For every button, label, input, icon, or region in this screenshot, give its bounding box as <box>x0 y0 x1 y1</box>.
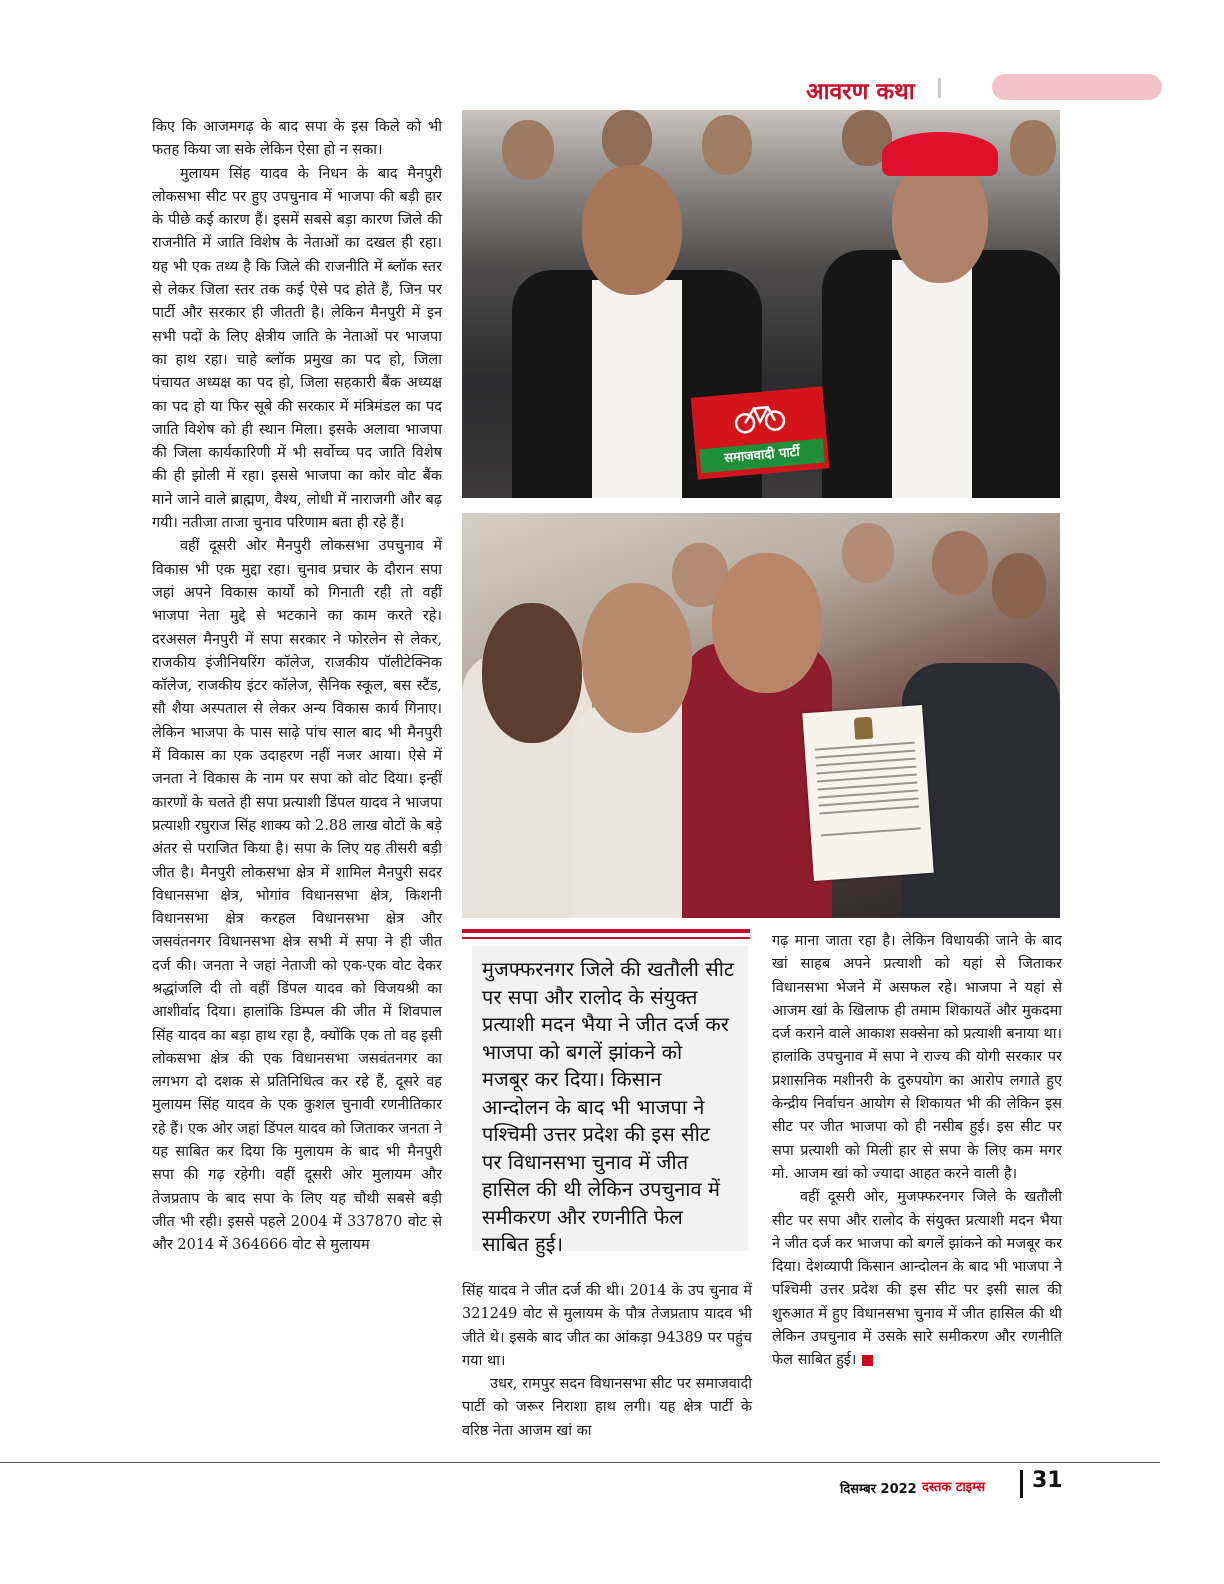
quote-rule <box>462 937 750 939</box>
article-column-1 <box>152 116 442 1258</box>
paragraph-text: वहीं दूसरी ओर, मुजफ्फरनगर जिले के खतौली सीट पर सपा और रालोद के संयुक्त प्रत्याशी मदन भैया ने जीत दर्ज कर भाजपा को बगलें झांकने को मजबूर कर दिया। देशव्यापी किसान आन्दोलन के बाद भी भाजपा ने पश्चिमी उत्तर प्रदेश की इस सीट पर इसी साल की शुरुआत में हुए विधानसभा चुनाव में जीत हासिल की थी लेकिन उपचुनाव में उसके सारे समीकरण और रणनीति फेल साबित हुई। <box>772 1189 1062 1369</box>
sp-sign-label: समाजवादी पार्टी <box>699 439 825 474</box>
article-column-3 <box>772 930 1062 1373</box>
sp-party-symbol <box>691 386 830 479</box>
page-number: 31 <box>1032 1468 1063 1493</box>
footer-divider <box>1020 1470 1023 1498</box>
national-emblem-icon <box>854 717 873 740</box>
bicycle-icon <box>731 398 788 437</box>
paragraph: वहीं दूसरी ओर मैनपुरी लोकसभा उपचुनाव में विकास भी एक मुद्दा रहा। चुनाव प्रचार के दौरान सपा जहां अपने विकास कार्यों को गिनाती रही तो वहीं भाजपा नेता मुद्दे से भटकाने का काम करते रहे। दरअसल मैनपुरी में सपा सरकार ने फोरलेन से लेकर, राजकीय इंजीनियरिंग कॉलेज, राजकीय पॉलीटेक्निक कॉलेज, राजकीय इंटर कॉलेज, सैनिक स्कूल, बस स्टैंड, सौ शैया अस्पताल से लेकर अन्य विकास कार्य गिनाए। लेकिन भाजपा के पास साढ़े पांच साल बाद भी मैनपुरी में विकास का एक उदाहरण नहीं नजर आया। ऐसे में जनता ने विकास के नाम पर सपा को वोट दिया। इन्हीं कारणों के चलते ही सपा प्रत्याशी डिंपल यादव ने भाजपा प्रत्याशी रघुराज सिंह शाक्य को 2.88 लाख वोटों के बड़े अंतर से पराजित किया है। सपा के लिए यह तीसरी बड़ी जीत है। मैनपुरी लोकसभा क्षेत्र में शामिल मैनपुरी सदर विधानसभा क्षेत्र, भोगांव विधानसभा क्षेत्र, किशनी विधानसभा क्षेत्र करहल विधानसभा क्षेत्र और जसवंतनगर विधानसभा क्षेत्र सभी में सपा ने ही जीत दर्ज की। जनता ने जहां नेताजी को एक-एक वोट देकर श्रद्धांजलि दी तो वहीं डिंपल यादव को विजयश्री का आशीर्वाद दिया। हालांकि डिम्पल की जीत में शिवपाल सिंह यादव का बड़ा हाथ रहा है, क्योंकि एक तो वह इसी लोकसभा क्षेत्र की एक विधानसभा जसवंतनगर का लगभग दो दशक से प्रतिनिधित्व कर रहे हैं, दूसरे वह मुलायम सिंह यादव के एक कुशल चुनावी रणनीतिकार रहे हैं। एक ओर जहां डिंपल यादव को जिताकर जनता ने यह साबित कर दिया कि मुलायम के बाद भी मैनपुरी सपा की गढ़ रहेगी। वहीं दूसरी ओर मुलायम और तेजप्रताप के बाद सपा के लिए यह चौथी सबसे बड़ी जीत भी रही। इससे पहले 2004 में 337870 वोट से और 2014 में 364666 वोट से मुलायम <box>152 538 442 1254</box>
photo-leaders-with-sp-symbol <box>462 110 1060 498</box>
paragraph: किए कि आजमगढ़ के बाद सपा के इस किले को भी फतह किया जा सके लेकिन ऐसा हो न सका। <box>152 119 442 159</box>
paragraph: मुलायम सिंह यादव के निधन के बाद मैनपुरी लोकसभा सीट पर हुए उपचुनाव में भाजपा की बड़ी हार के पीछे कई कारण हैं। इसमें सबसे बड़ा कारण जिले की राजनीति में जाति विशेष के नेताओं का दखल ही रहा। यह भी एक तथ्य है कि जिले की राजनीति में ब्लॉक स्तर से लेकर जिला स्तर तक कई ऐसे पद होते हैं, जिन पर पार्टी और सरकार ही जीतती है। लेकिन मैनपुरी में इन सभी पदों के लिए क्षेत्रीय जाति के नेताओं पर भाजपा का हाथ रहा। चाहे ब्लॉक प्रमुख का पद हो, जिला पंचायत अध्यक्ष का पद हो, जिला सहकारी बैंक अध्यक्ष का पद हो या फिर सूबे की सरकार में मंत्रिमंडल का पद जाति विशेष को ही स्थान मिला। इसके अलावा भाजपा की जिला कार्यकारिणी में भी सर्वोच्च पद जाति विशेष की ही झोली में रहा। इससे भाजपा का कोर वोट बैंक माने जाने वाले ब्राह्मण, वैश्य, लोधी में नाराजगी और बढ़ गयी। नतीजा ताजा चुनाव परिणाम बता ही रहे हैं। <box>152 165 442 532</box>
header-pill <box>992 74 1162 100</box>
photo-certificate-handover <box>462 513 1060 918</box>
issue-date: दिसम्बर 2022 <box>840 1482 917 1497</box>
certificate-document <box>802 705 933 881</box>
paragraph: उधर, रामपुर सदन विधानसभा सीट पर समाजवादी पार्टी को जरूर निराशा हाथ लगी। यह क्षेत्र पार्टी के वरिष्ठ नेता आजम खां का <box>462 1376 752 1439</box>
paragraph <box>772 1186 1062 1372</box>
section-title: आवरण कथा <box>806 79 915 105</box>
pull-quote-text: मुजफ्फरनगर जिले की खतौली सीट पर सपा और रालोद के संयुक्त प्रत्याशी मदन भैया ने जीत दर्ज कर भाजपा को बगलें झांकने को मजबूर कर दिया। किसान आन्दोलन के बाद भी भाजपा ने पश्चिमी उत्तर प्रदेश की इस सीट पर विधानसभा चुनाव में जीत हासिल की थी लेकिन उपचुनाव में समीकरण और रणनीति फेल साबित हुई। <box>482 957 735 1256</box>
pull-quote <box>462 929 750 1256</box>
magazine-logo: दस्तक टाइम्स <box>922 1480 986 1495</box>
paragraph: गढ़ माना जाता रहा है। लेकिन विधायकी जाने के बाद खां साहब अपने प्रत्याशी को यहां से जिताकर विधानसभा भेजने में असफल रहे। भाजपा ने यहां से आजम खां के खिलाफ ही तमाम शिकायतें और मुकदमा दर्ज कराने वाले आकाश सक्सेना को प्रत्याशी बनाया था। हालांकि उपचुनाव में सपा ने राज्य की योगी सरकार पर प्रशासनिक मशीनरी के दुरुपयोग का आरोप लगाते हुए केन्द्रीय निर्वाचन आयोग से शिकायत भी की लेकिन इस सीट पर जीत भाजपा को ही नसीब हुई। इस सीट पर सपा प्रत्याशी को मिली हार से सपा के लिए कम मगर मो. आजम खां को ज्यादा आहत करने वाली है। <box>772 933 1062 1182</box>
end-mark-icon <box>862 1355 873 1366</box>
paragraph: सिंह यादव ने जीत दर्ज की थी। 2014 के उप चुनाव में 321249 वोट से मुलायम के पौत्र तेजप्रताप यादव भी जीते थे। इसके बाद जीत का आंकड़ा 94389 पर पहुंच गया था। <box>462 1283 752 1369</box>
footer-rule <box>0 1462 1160 1463</box>
quote-rule <box>462 929 750 933</box>
header-divider <box>938 78 941 98</box>
article-column-2 <box>462 1280 752 1443</box>
